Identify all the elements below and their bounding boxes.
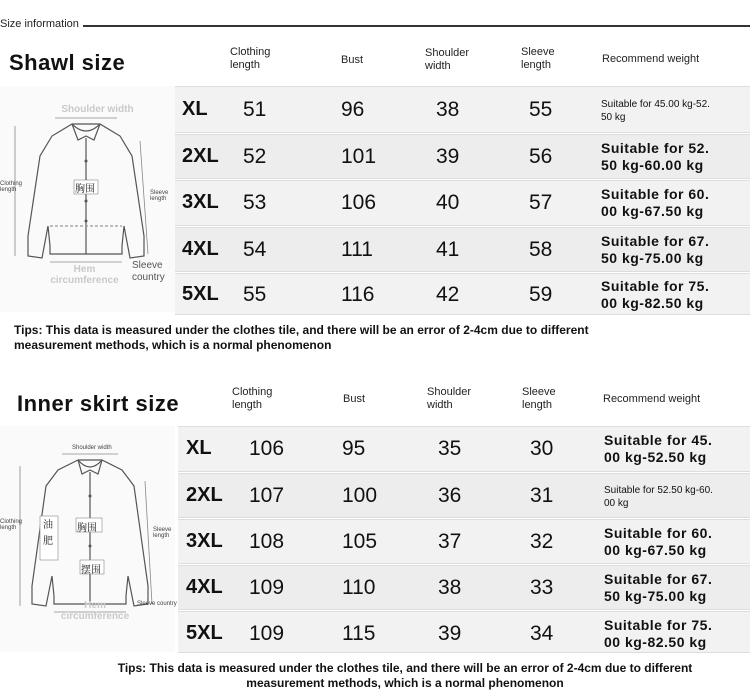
skirt-recommend-weight-cell: Suitable for 75. 00 kg-82.50 kg: [604, 617, 713, 650]
skirt-tip: Tips: This data is measured under the clothes tile, and there will be an error of 2-4cm due to different measurement methods, which is a normal phenomenon: [117, 661, 693, 690]
shawl-size-cell: 3XL: [182, 191, 219, 213]
shawl-fig-sleeve-country-label: Sleeve country: [132, 260, 165, 283]
shawl-clothing-length-cell: 55: [243, 283, 267, 306]
col-recommend-weight: Recommend weight: [603, 393, 701, 405]
shawl-fig-hem-label: Hem circumference: [50, 264, 119, 286]
shawl-fig-sleeve-label: Sleeve length: [150, 190, 169, 202]
skirt-size-cell: 2XL: [186, 484, 223, 506]
shawl-recommend-weight-cell: Suitable for 67. 50 kg-75.00 kg: [601, 233, 710, 266]
skirt-recommend-weight-cell: Suitable for 67. 50 kg-75.00 kg: [604, 571, 713, 604]
size-information-label: Size information: [0, 18, 83, 30]
shawl-sleeve-length-cell: 59: [529, 283, 553, 306]
shawl-clothing-length-cell: 51: [243, 98, 267, 121]
skirt-size-cell: XL: [186, 437, 212, 459]
shawl-bust-cell: 116: [341, 283, 375, 306]
skirt-shoulder-width-cell: 39: [438, 622, 462, 645]
col-recommend-weight: Recommend weight: [602, 53, 700, 65]
shawl-bust-cell: 96: [341, 98, 365, 121]
inner-skirt-size-title: Inner skirt size: [17, 391, 180, 416]
skirt-shoulder-width-cell: 36: [438, 484, 462, 507]
shawl-recommend-weight-cell: Suitable for 75. 00 kg-82.50 kg: [601, 278, 710, 311]
shawl-figure: [0, 86, 175, 312]
shawl-fig-bust-label: 胸围: [75, 184, 95, 195]
shawl-sleeve-length-cell: 58: [529, 238, 553, 261]
shawl-tip: Tips: This data is measured under the clothes tile, and there will be an error of 2-4cm due to different measurement methods, which is a normal phenomenon: [14, 323, 589, 352]
shawl-shoulder-width-cell: 42: [436, 283, 460, 306]
skirt-fig-hem-cn-label: 摆围: [81, 565, 101, 576]
shawl-recommend-weight-cell: Suitable for 60. 00 kg-67.50 kg: [601, 186, 710, 219]
skirt-fig-oil-label: 油 肥: [43, 520, 53, 547]
skirt-bust-cell: 105: [342, 530, 378, 553]
skirt-shoulder-width-cell: 35: [438, 437, 462, 460]
shawl-shoulder-width-cell: 40: [436, 191, 460, 214]
skirt-bust-cell: 115: [342, 622, 376, 645]
header-rule: [0, 25, 750, 27]
shawl-shoulder-width-cell: 41: [436, 238, 460, 261]
shawl-size-cell: 5XL: [182, 283, 219, 305]
shawl-recommend-weight-cell: Suitable for 45.00 kg-52. 50 kg: [601, 99, 710, 123]
shawl-bust-cell: 101: [341, 145, 377, 168]
shawl-size-title: Shawl size: [9, 50, 126, 75]
skirt-size-cell: 5XL: [186, 622, 223, 644]
skirt-size-cell: 3XL: [186, 530, 223, 552]
col-clothing-length: Clothing length: [230, 46, 271, 71]
col-bust: Bust: [341, 54, 364, 66]
shawl-sleeve-length-cell: 55: [529, 98, 553, 121]
skirt-bust-cell: 110: [342, 576, 376, 599]
shawl-shoulder-width-cell: 39: [436, 145, 460, 168]
shawl-bust-cell: 111: [341, 238, 373, 261]
col-sleeve-length: Sleeve length: [521, 46, 555, 71]
col-clothing-length: Clothing length: [232, 386, 273, 411]
skirt-clothing-length-cell: 107: [249, 484, 285, 507]
skirt-clothing-length-cell: 106: [249, 437, 285, 460]
skirt-clothing-length-cell: 108: [249, 530, 285, 553]
skirt-fig-bust-label: 胸围: [77, 523, 97, 534]
shawl-fig-length-label: Clothing length: [0, 181, 23, 193]
shawl-shoulder-width-cell: 38: [436, 98, 460, 121]
skirt-fig-sleeve-country-label: Sleeve country: [137, 601, 177, 607]
skirt-sleeve-length-cell: 33: [530, 576, 554, 599]
shawl-bust-cell: 106: [341, 191, 377, 214]
skirt-sleeve-length-cell: 31: [530, 484, 554, 507]
skirt-shoulder-width-cell: 38: [438, 576, 462, 599]
shawl-clothing-length-cell: 54: [243, 238, 267, 261]
skirt-shoulder-width-cell: 37: [438, 530, 462, 553]
col-shoulder-width: Shoulder width: [425, 47, 470, 72]
shawl-size-cell: 4XL: [182, 238, 219, 260]
skirt-fig-length-label: Clothing length: [0, 519, 23, 531]
skirt-recommend-weight-cell: Suitable for 60. 00 kg-67.50 kg: [604, 525, 713, 558]
skirt-bust-cell: 100: [342, 484, 378, 507]
shawl-size-cell: XL: [182, 98, 208, 120]
skirt-sleeve-length-cell: 34: [530, 622, 554, 645]
skirt-fig-sleeve-label: Sleeve length: [153, 527, 172, 539]
shawl-recommend-weight-cell: Suitable for 52. 50 kg-60.00 kg: [601, 140, 710, 173]
skirt-recommend-weight-cell: Suitable for 45. 00 kg-52.50 kg: [604, 432, 713, 465]
col-sleeve-length: Sleeve length: [522, 386, 556, 411]
skirt-clothing-length-cell: 109: [249, 622, 285, 645]
skirt-clothing-length-cell: 109: [249, 576, 285, 599]
shawl-sleeve-length-cell: 56: [529, 145, 553, 168]
col-shoulder-width: Shoulder width: [427, 386, 472, 411]
skirt-size-cell: 4XL: [186, 576, 223, 598]
skirt-recommend-weight-cell: Suitable for 52.50 kg-60. 00 kg: [604, 485, 713, 509]
skirt-bust-cell: 95: [342, 437, 366, 460]
skirt-fig-hem-label: Hem circumference: [60, 600, 130, 622]
skirt-sleeve-length-cell: 30: [530, 437, 554, 460]
shawl-clothing-length-cell: 53: [243, 191, 267, 214]
shawl-sleeve-length-cell: 57: [529, 191, 553, 214]
skirt-fig-shoulder-label: Shoulder width: [72, 445, 112, 451]
shawl-fig-shoulder-label: Shoulder width: [61, 104, 134, 115]
col-bust: Bust: [343, 393, 366, 405]
shawl-clothing-length-cell: 52: [243, 145, 267, 168]
shawl-size-cell: 2XL: [182, 145, 219, 167]
skirt-sleeve-length-cell: 32: [530, 530, 554, 553]
skirt-figure: [0, 426, 175, 652]
